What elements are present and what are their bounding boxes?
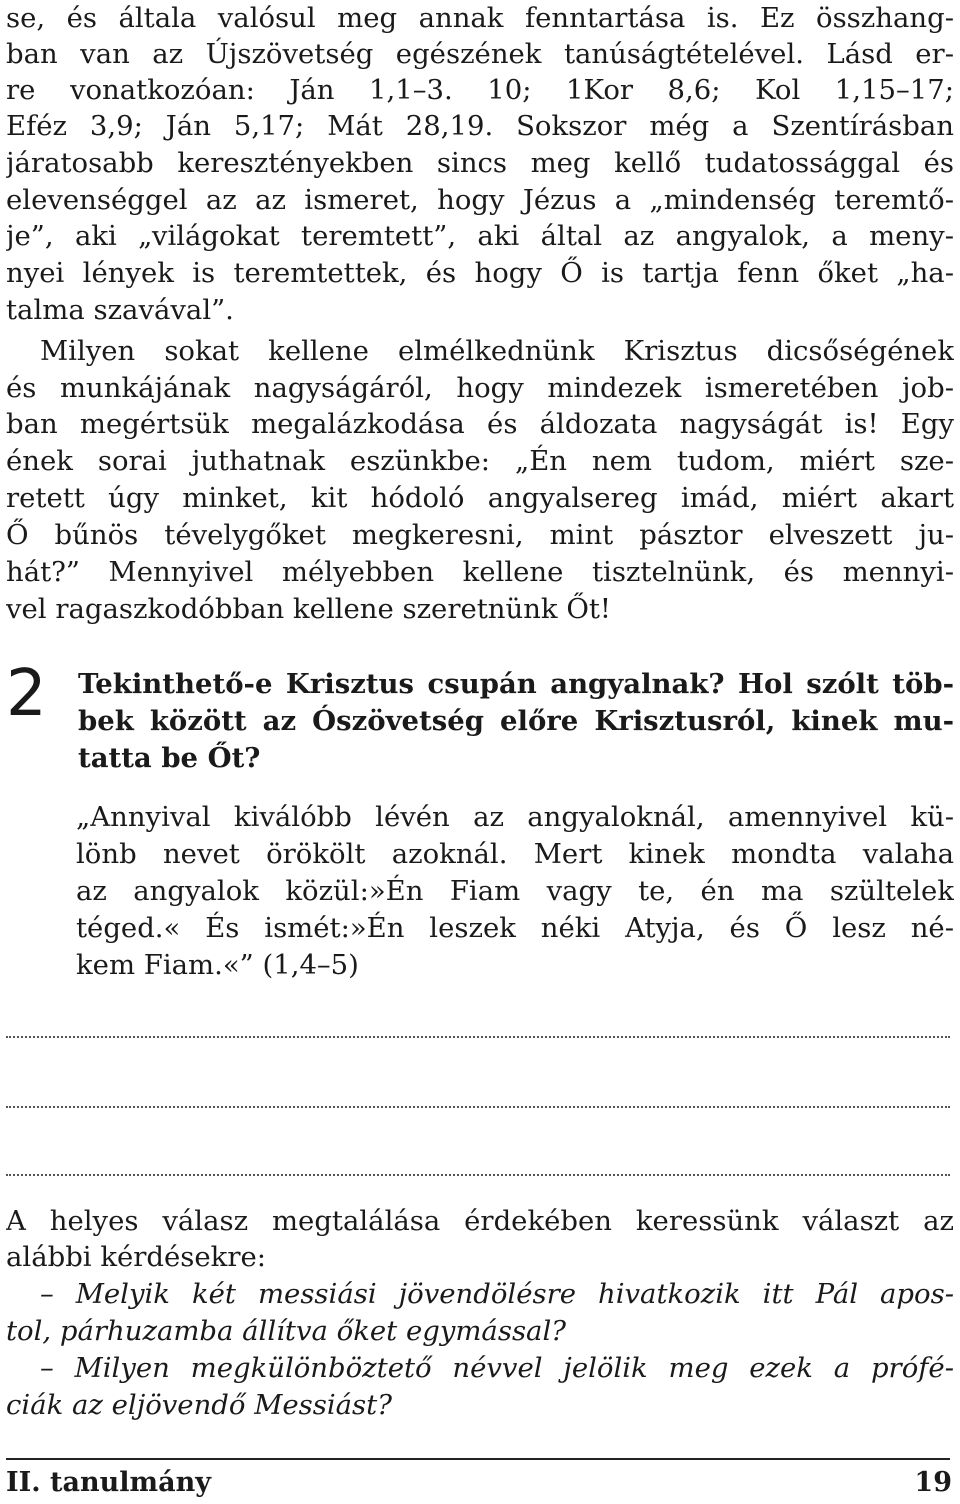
scripture-quote-line: lönb nevet örökölt azoknál. Mert kinek mondta valaha bbox=[76, 838, 954, 870]
scripture-quote-line: „Annyival kiválóbb lévén az angyaloknál, amennyivel kü- bbox=[76, 801, 954, 833]
guidance-line: alábbi kérdésekre: bbox=[6, 1241, 267, 1273]
question-title-line: Tekinthető-e Krisztus csupán angyalnak? Hol szólt töb- bbox=[78, 668, 954, 700]
body-line: se, és általa valósul meg annak fenntartása is. Ez összhang- bbox=[6, 2, 954, 34]
answer-line[interactable] bbox=[6, 1154, 950, 1176]
scripture-quote-line: kem Fiam.«” (1,4–5) bbox=[76, 949, 359, 981]
question-title-line: tatta be Őt? bbox=[78, 742, 261, 774]
footer-rule bbox=[6, 1458, 950, 1460]
body-line: vel ragaszkodóbban kellene szeretnünk Őt! bbox=[6, 593, 611, 625]
question-number: 2 bbox=[6, 657, 47, 731]
body-line: ban megértsük megalázkodása és áldozata nagyságát is! Egy bbox=[6, 408, 954, 440]
question-title-line: bek között az Ószövetség előre Krisztusról, kinek mu- bbox=[78, 705, 954, 737]
guidance-question-line: – Milyen megkülönböztető névvel jelölik meg ezek a prófé- bbox=[40, 1352, 954, 1384]
body-line: járatosabb keresztényekben sincs meg kellő tudatossággal és bbox=[6, 147, 954, 179]
body-line: retett úgy minket, kit hódoló angyalsereg imád, miért akart bbox=[6, 482, 954, 514]
answer-line[interactable] bbox=[6, 1086, 950, 1108]
body-line: Eféz 3,9; Ján 5,17; Mát 28,19. Sokszor még a Szentírásban bbox=[6, 110, 954, 142]
body-line: és munkájának nagyságáról, hogy mindezek ismeretében job- bbox=[6, 372, 954, 404]
guidance-question-line: ciák az eljövendő Messiást? bbox=[6, 1389, 392, 1421]
body-line: elevenséggel az az ismeret, hogy Jézus a „mindenség teremtő- bbox=[6, 184, 954, 216]
guidance-question-line: – Melyik két messiási jövendölésre hivatkozik itt Pál apos- bbox=[40, 1278, 954, 1310]
body-line: nyei lények is teremtettek, és hogy Ő is tartja fenn őket „ha- bbox=[6, 257, 954, 289]
body-line: hát?” Mennyivel mélyebben kellene tisztelnünk, és mennyi- bbox=[6, 556, 954, 588]
body-line: ban van az Újszövetség egészének tanúságtételével. Lásd er- bbox=[6, 38, 954, 70]
page-number: 19 bbox=[914, 1467, 952, 1498]
guidance-question-line: tol, párhuzamba állítva őket egymással? bbox=[6, 1315, 566, 1347]
scripture-quote-line: az angyalok közül:»Én Fiam vagy te, én ma szültelek bbox=[76, 875, 954, 907]
footer-study-label: II. tanulmány bbox=[6, 1467, 211, 1498]
scripture-quote-line: téged.« És ismét:»Én leszek néki Atyja, és Ő lesz né- bbox=[76, 912, 954, 944]
body-line: ének sorai juthatnak eszünkbe: „Én nem tudom, miért sze- bbox=[6, 445, 954, 477]
body-line: je”, aki „világokat teremtett”, aki által az angyalok, a meny- bbox=[6, 220, 954, 252]
guidance-line: A helyes válasz megtalálása érdekében keressünk választ az bbox=[6, 1205, 954, 1237]
body-line: talma szavával”. bbox=[6, 294, 234, 326]
body-line: Ő bűnös tévelygőket megkeresni, mint pásztor elveszett ju- bbox=[6, 519, 954, 551]
body-line: Milyen sokat kellene elmélkednünk Krisztus dicsőségének bbox=[40, 335, 954, 367]
answer-line[interactable] bbox=[6, 1016, 950, 1038]
body-line: re vonatkozóan: Ján 1,1–3. 10; 1Kor 8,6; Kol 1,15–17; bbox=[6, 74, 954, 106]
